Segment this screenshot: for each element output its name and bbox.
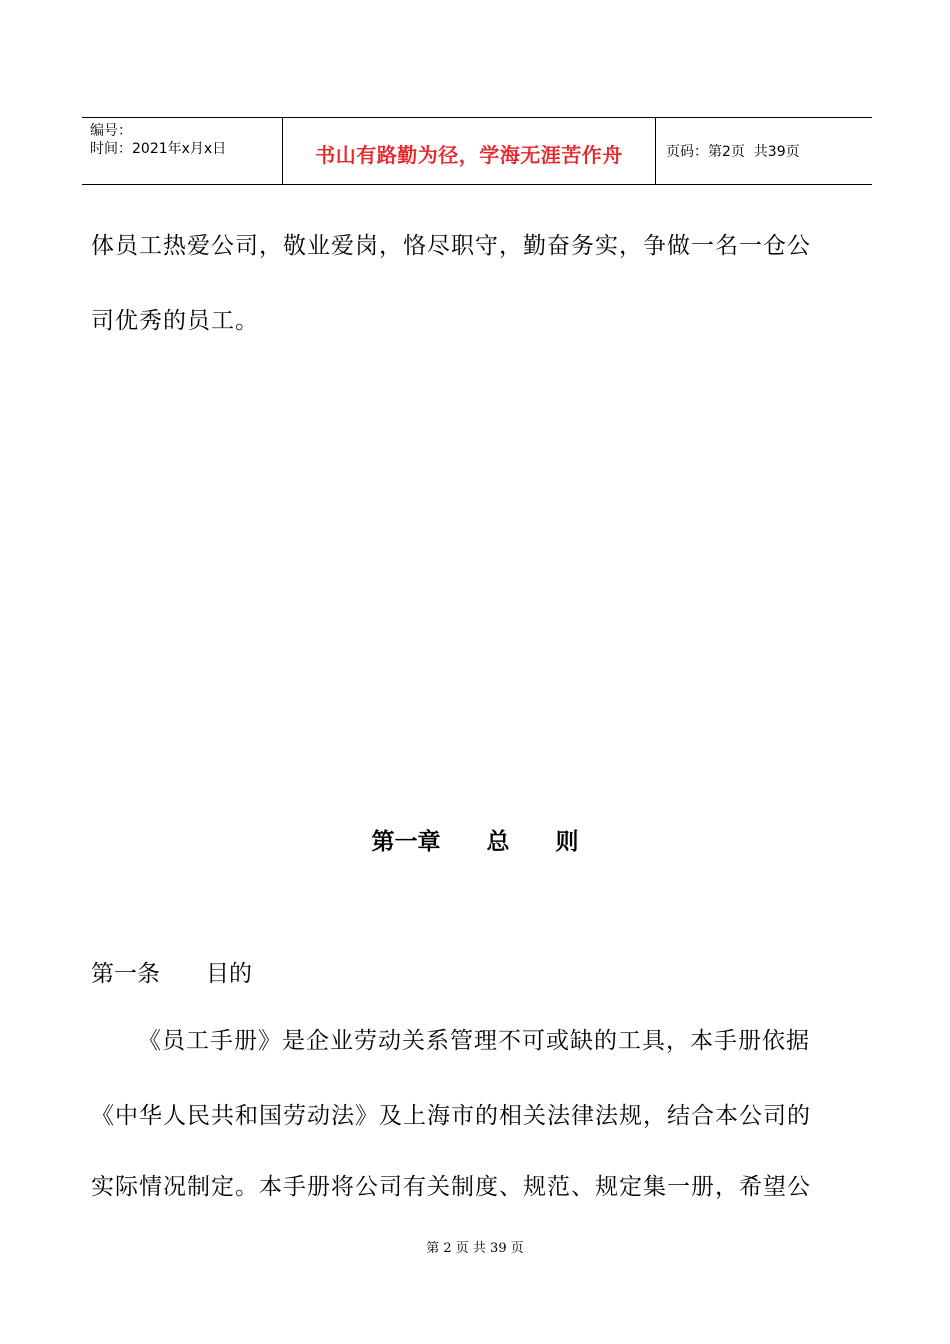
header-motto: 书山有路勤为径，学海无涯苦作舟 xyxy=(315,142,623,167)
paragraph-line-2: 《中华人民共和国劳动法》及上海市的相关法律法规，结合本公司的 xyxy=(91,1103,811,1129)
paragraph-line-1: 《员工手册》是企业劳动关系管理不可或缺的工具，本手册依据 xyxy=(138,1028,810,1054)
page-footer: 第 2 页 共 39 页 xyxy=(426,1241,524,1256)
section-title: 第一条 目的 xyxy=(91,961,252,987)
header-page-number: 页码：第2页 共39页 xyxy=(666,144,800,160)
paragraph-line-3: 实际情况制定。本手册将公司有关制度、规范、规定集一册，希望公 xyxy=(91,1174,811,1200)
body-line-2: 司优秀的员工。 xyxy=(91,308,259,334)
header-page-cell xyxy=(656,118,872,184)
document-time-label: 时间：2021年x月x日 xyxy=(90,141,227,157)
header-meta-cell xyxy=(82,118,283,184)
page-header xyxy=(82,117,872,185)
header-motto-cell xyxy=(283,118,656,184)
chapter-title: 第一章 总 则 xyxy=(371,829,579,855)
body-line-1: 体员工热爱公司，敬业爱岗，恪尽职守，勤奋务实，争做一名一仓公 xyxy=(91,233,811,259)
document-number-label: 编号： xyxy=(90,123,132,139)
